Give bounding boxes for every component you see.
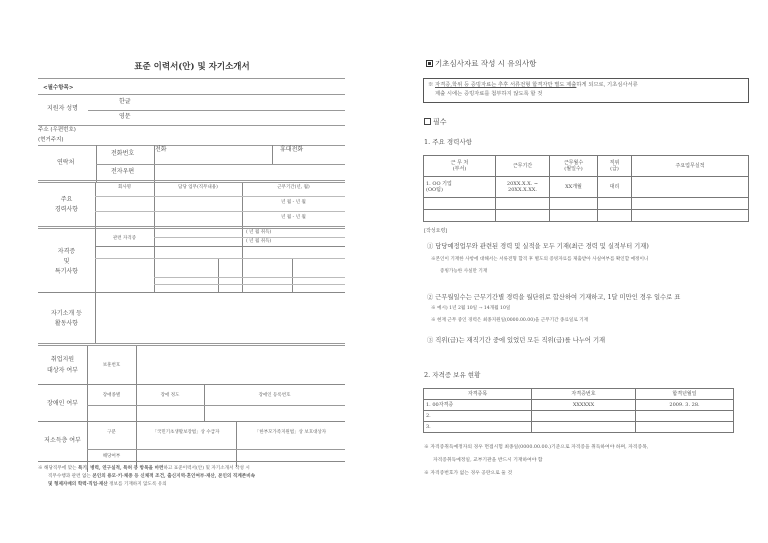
employment-support-label-2: 대상자 여부: [47, 367, 78, 374]
guide-item-2-note-2: ※ 현재 근무 중인 경력은 최종지원일(0000.00.00)을 근무기간 종료일로 기재: [431, 318, 589, 323]
low-income-label: 저소득층 여부: [44, 437, 81, 444]
required-header: <필수항목>: [43, 85, 74, 91]
required-heading: 필수: [424, 117, 447, 127]
career-header-period: 근무기간(년, 월): [277, 185, 310, 190]
qualification-label-2: 및: [63, 258, 70, 265]
applicant-name-label: 지원자 성명: [47, 105, 78, 112]
related-cert-label: 관련 자격증: [112, 236, 137, 241]
disability-type-header: 장애종별: [102, 393, 121, 398]
self-intro-label-1: 자기소개 등: [51, 310, 82, 317]
applicable-label: 해당여부: [102, 454, 121, 459]
cert-acquired-2[interactable]: ( 년 월 취득): [246, 239, 272, 244]
mobile-field[interactable]: 휴대전화: [280, 146, 304, 153]
certificate-table: [423, 388, 734, 433]
guide-item-3: ③ 직위(급)는 재직기간 중에 있었던 모든 직위(급)를 나누어 기재: [427, 337, 606, 344]
qualification-label-1: 자격증: [57, 248, 76, 255]
footnote-line-2: 직무수행과 관련 없는 본인의 용모·키·체중 등 신체적 조건, 출신지역·혼인여부·재산, 본인의 직계존비속: [48, 474, 256, 479]
guide-item-2: ② 근무월일수는 근무기간별 경력을 월단위로 합산하여 기재하고, 1달 미만인 경우 일수로 표: [427, 294, 681, 301]
name-korean-label: 한글: [119, 98, 131, 105]
guide-item-1: ① 담당예정업무와 관련된 경력 및 실적을 모두 기재(최근 경력 및 실적부터 기재): [427, 243, 649, 250]
division-label: 구분: [107, 430, 116, 435]
disability-label: 장애인 여부: [47, 400, 78, 407]
single-parent-header: 「한부모가족지원법」상 보호대상자: [254, 430, 327, 435]
disability-degree-header: 장애 정도: [160, 393, 180, 398]
email-label: 전자우편: [111, 168, 135, 175]
cert-note-2: ※ 자격증번호가 없는 경우 공란으로 둘 것: [424, 471, 513, 476]
phone-field[interactable]: 전화: [155, 146, 167, 153]
table-row: 1. 00자격증 XXXXXX 2009. 3. 28.: [424, 400, 734, 411]
name-english-label: 영문: [119, 113, 131, 120]
guide-item-2-note-1: ※ 예시) 1년 2월 10일 → 14개월 10일: [431, 306, 511, 311]
filled-square-icon: [426, 60, 433, 67]
table-row: 2.: [424, 411, 734, 422]
career-header-company: 회사명: [117, 185, 132, 190]
certificate-table-header: 자격증목 자격증번호 합격년월일: [424, 389, 734, 400]
table-row: 3.: [424, 422, 734, 433]
career-table-header: 근 무 처 (부서) 근무기간 근무월수 (월일수) 직위 (급) 주요업무실적: [424, 156, 749, 177]
phone-label: 전화번호: [111, 150, 135, 157]
notice-box: ※ 자격증,학위 등 증빙자료는 추후 서류전형 합격자만 별도 제출하게 되므로, 기초심사서류 제출 시에는 증빙자료를 첨부하지 않도록 할 것: [423, 78, 749, 103]
address-label: 주소 (우편번호): [38, 127, 76, 133]
cert-note-1-line-2: 자격증취득예정일, 교부기관을 반드시 기재하여야 함: [433, 458, 543, 463]
guide-heading: 기초심사자료 작성 시 유의사항: [426, 58, 536, 69]
section2-title: 2. 자격증 보유 현황: [424, 371, 481, 379]
guide-item-1-note-2: 증빙가능한 사실만 기재: [440, 269, 488, 274]
guide-label: [작성요령]: [424, 228, 448, 234]
guide-item-1-note-1: ※본인이 기재한 사항에 대해서는 서류전형 합격 후 별도의 증빙자료를 제출받아 사실여부를 확인할 예정이니: [431, 257, 649, 262]
cert-acquired-1[interactable]: ( 년 월 취득): [246, 230, 272, 235]
career-period-2[interactable]: 년 월 - 년 월: [281, 215, 306, 220]
veteran-number-label: 보훈번호: [102, 363, 121, 368]
career-table: [423, 155, 749, 222]
career-label-2: 경력사항: [54, 206, 79, 213]
cert-note-1-line-1: ※ 자격증취득예정자의 경우 면접시험 최종일(0000.00.00.)기준으로 자격증을 취득하여야 하며, 자격증목,: [424, 445, 649, 450]
page-title: 표준 이력서(안) 및 자기소개서: [134, 62, 250, 72]
footnote-line-1: ※ 해당직무에 맞는 특기, 병력, 연구실적, 특허 등 항목을 마련하고 표준이력서(안) 및 자기소개서 작성 시: [38, 466, 250, 471]
table-row: 1. OO 기업 (OO팀) 20XX.X.X. ~ 20XX.X.XX. XX개월 대리: [424, 177, 749, 198]
career-label-1: 주요: [60, 196, 73, 203]
disability-number-header: 장애인 등록번호: [258, 393, 291, 398]
career-header-duties: 담당 업무(직무내용): [178, 185, 218, 190]
table-row: [424, 210, 749, 222]
footnote-line-3: 및 형제자매의 학력·직업·재산 정보를 기재하지 않도록 유의: [48, 482, 167, 487]
career-period-1[interactable]: 년 월 - 년 월: [281, 200, 306, 205]
qualification-label-3: 특기사항: [54, 268, 79, 275]
contact-label: 연락처: [57, 159, 75, 166]
employment-support-label-1: 취업지원: [50, 356, 75, 363]
section1-title: 1. 주요 경력사항: [424, 138, 473, 146]
table-row: [424, 198, 749, 210]
residence-label: (현거주지): [38, 137, 64, 143]
empty-square-icon: [424, 118, 431, 125]
self-intro-label-2: 활동사항: [54, 320, 79, 327]
basic-livelihood-header: 「국민기초생활보장법」상 수급자: [152, 430, 220, 435]
